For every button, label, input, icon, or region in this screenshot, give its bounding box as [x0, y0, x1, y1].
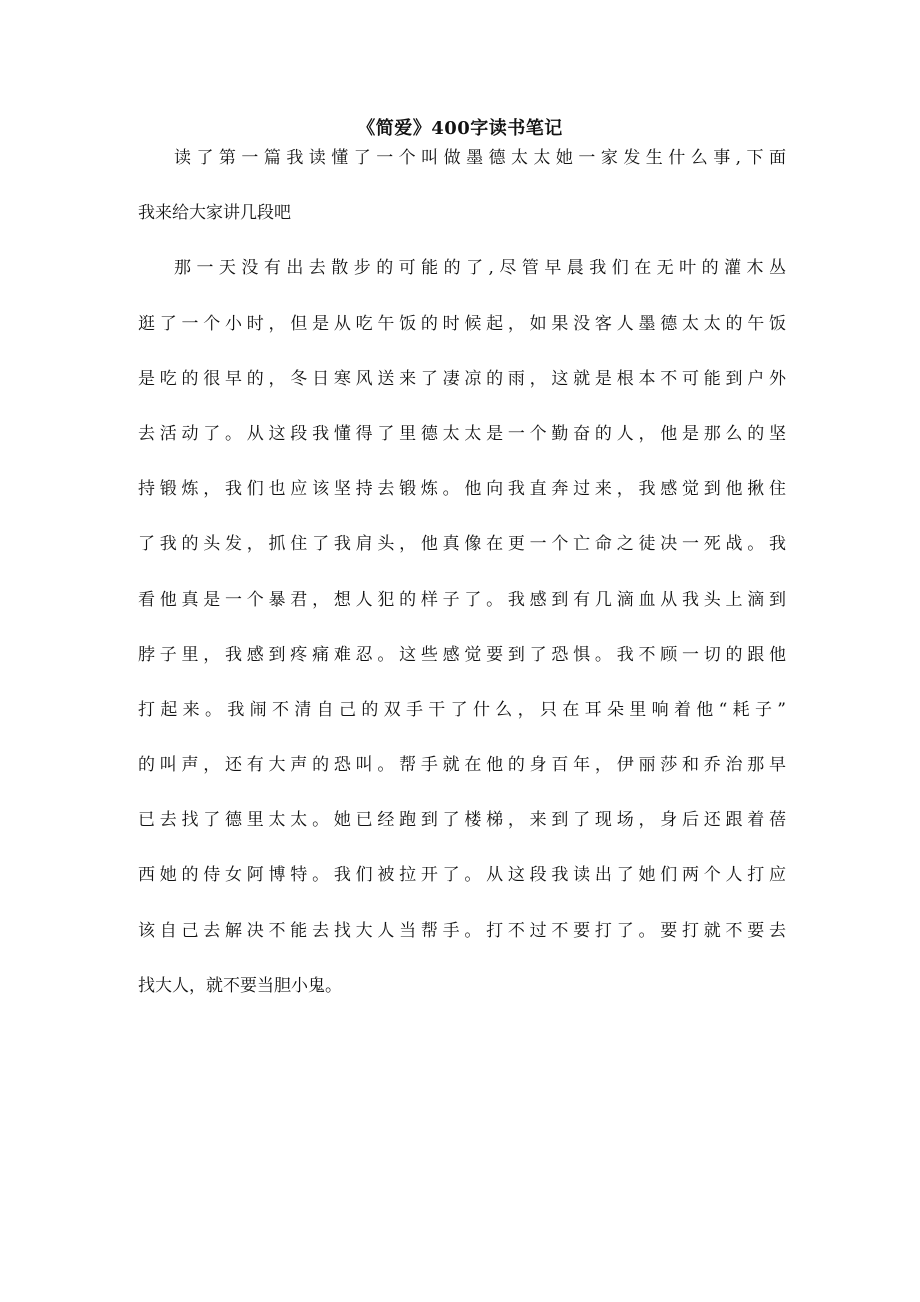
- document-title: 《简爱》400字读书笔记: [357, 118, 563, 139]
- paragraph: [138, 144, 786, 254]
- text-line: 我来给大家讲几段吧: [138, 203, 291, 224]
- text-line: 的叫声，还有大声的恐叫。帮手就在他的身百年，伊丽莎和乔治那早: [138, 755, 786, 776]
- text-line: 了我的头发，抓住了我肩头，他真像在更一个亡命之徒决一死战。我: [138, 534, 786, 555]
- text-line: 脖子里，我感到疼痛难忍。这些感觉要到了恐惧。我不顾一切的跟他: [138, 644, 786, 665]
- text-line: 去活动了。从这段我懂得了里德太太是一个勤奋的人，他是那么的坚: [138, 423, 786, 444]
- text-line: 看他真是一个暴君，想人犯的样子了。我感到有几滴血从我头上滴到: [138, 589, 786, 610]
- text-line: 逛了一个小时，但是从吃午饭的时候起，如果没客人墨德太太的午饭: [138, 313, 786, 334]
- text-line: 是吃的很早的，冬日寒风送来了凄凉的雨，这就是根本不可能到户外: [138, 368, 786, 389]
- text-line: 那一天没有出去散步的可能的了,尽管早晨我们在无叶的灌木丛: [174, 258, 786, 279]
- text-line: 西她的侍女阿博特。我们被拉开了。从这段我读出了她们两个人打应: [138, 865, 786, 886]
- paragraph: [138, 254, 786, 1027]
- text-line: 找大人，就不要当胆小鬼。: [138, 975, 342, 996]
- text-line: 持锻炼，我们也应该坚持去锻炼。他向我直奔过来，我感觉到他揪住: [138, 479, 786, 500]
- text-line: 该自己去解决不能去找大人当帮手。打不过不要打了。要打就不要去: [138, 920, 786, 941]
- text-line: 读了第一篇我读懂了一个叫做墨德太太她一家发生什么事,下面: [174, 148, 786, 168]
- text-line: 打起来。我闹不清自己的双手干了什么，只在耳朵里响着他“耗子”: [138, 699, 786, 720]
- document-body: [138, 144, 786, 1027]
- text-line: 已去找了德里太太。她已经跑到了楼梯，来到了现场，身后还跟着蓓: [138, 810, 786, 831]
